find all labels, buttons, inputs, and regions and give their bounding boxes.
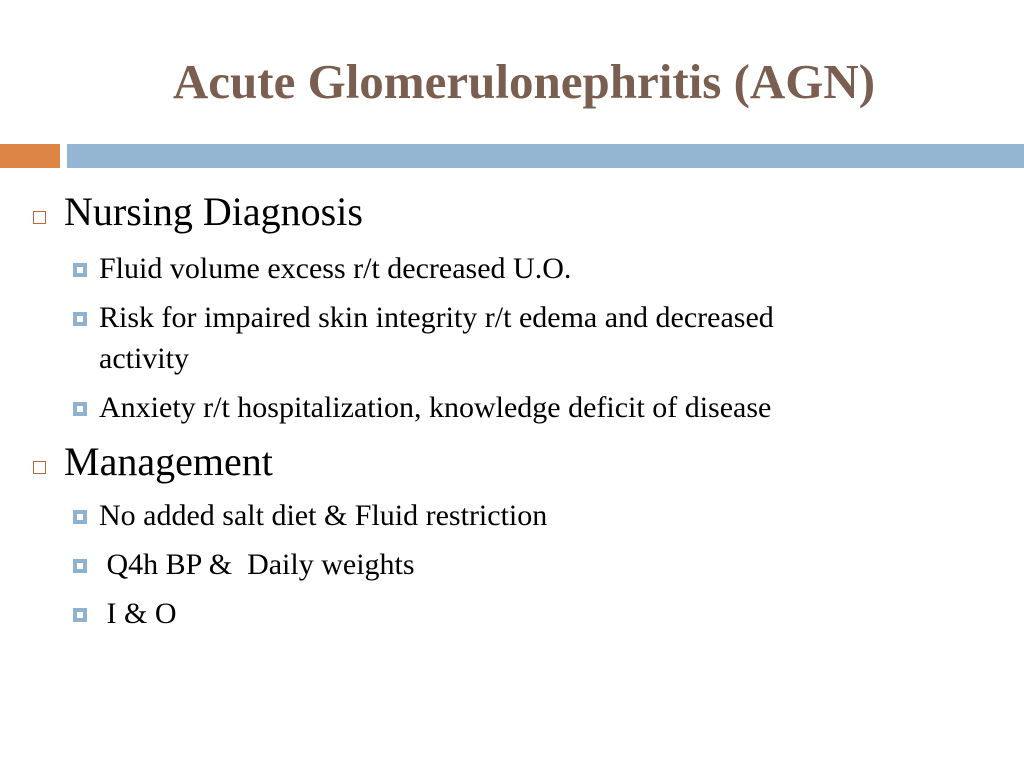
filled-square-bullet-icon <box>73 510 87 524</box>
hollow-square-bullet-icon <box>33 211 46 224</box>
list-item: I & O <box>99 597 177 630</box>
list-item: Risk for impaired skin integrity r/t edema and decreased <box>99 301 774 334</box>
list-item: Q4h BP & Daily weights <box>99 548 415 581</box>
filled-square-bullet-icon <box>73 312 87 326</box>
filled-square-bullet-icon <box>73 263 87 277</box>
list-item: No added salt diet & Fluid restriction <box>99 499 548 532</box>
section-heading-nursing-diagnosis: Nursing Diagnosis <box>64 189 363 234</box>
filled-square-bullet-icon <box>73 402 87 416</box>
slide-title: Acute Glomerulonephritis (AGN) <box>172 54 876 109</box>
hollow-square-bullet-icon <box>33 461 46 474</box>
filled-square-bullet-icon <box>73 608 87 622</box>
list-item: Anxiety r/t hospitalization, knowledge deficit of disease <box>99 391 772 424</box>
section-heading-management: Management <box>64 439 273 484</box>
list-item-continuation: activity <box>99 342 189 375</box>
filled-square-bullet-icon <box>73 559 87 573</box>
list-item: Fluid volume excess r/t decreased U.O. <box>99 252 572 285</box>
